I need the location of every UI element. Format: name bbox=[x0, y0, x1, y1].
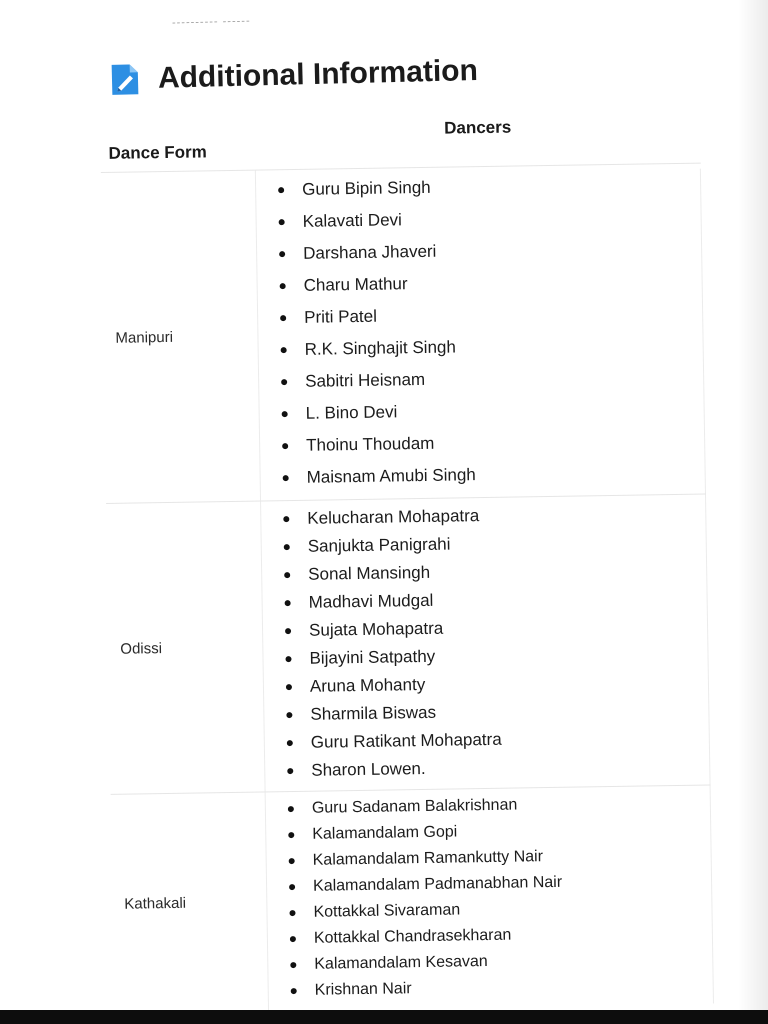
dancers-cell bbox=[256, 164, 706, 501]
dancer-item: Kottakkal Chandrasekharan bbox=[314, 919, 713, 951]
dancer-item: Sujata Mohapatra bbox=[309, 611, 708, 645]
dancer-item: R.K. Singhajit Singh bbox=[304, 328, 703, 366]
section-title: Additional Information bbox=[157, 53, 479, 95]
edge-shadow bbox=[738, 0, 768, 1024]
dance-table bbox=[100, 109, 714, 1013]
dancer-list bbox=[256, 168, 706, 495]
dancer-item: Guru Ratikant Mohapatra bbox=[311, 722, 710, 756]
dancer-item: Kalavati Devi bbox=[302, 200, 701, 238]
dancer-item: Guru Sadanam Balakrishnan bbox=[312, 789, 711, 821]
dancer-item: Kalamandalam Padmanabhan Nair bbox=[313, 867, 712, 899]
table-row bbox=[111, 784, 714, 1012]
dance-form-cell: Kathakali bbox=[111, 792, 269, 1012]
dancer-list bbox=[261, 499, 710, 786]
dancer-item: Kalamandalam Kesavan bbox=[314, 945, 713, 977]
dancer-item: Aruna Mohanty bbox=[310, 667, 709, 701]
dancer-item: Sanjukta Panigrahi bbox=[308, 527, 707, 561]
dancers-cell bbox=[261, 495, 711, 792]
dancer-item: Kelucharan Mohapatra bbox=[307, 499, 706, 533]
dancer-item: Sabitri Heisnam bbox=[305, 360, 704, 398]
dance-form-cell: Manipuri bbox=[101, 171, 261, 503]
faded-top-text: ---------- ------ bbox=[171, 14, 251, 30]
bottom-bar bbox=[0, 1010, 768, 1024]
dancer-item: Bijayini Satpathy bbox=[309, 639, 708, 673]
dancer-item: Kalamandalam Ramankutty Nair bbox=[312, 841, 711, 873]
section-heading bbox=[108, 53, 479, 98]
table-row bbox=[106, 494, 710, 794]
dancer-item: L. Bino Devi bbox=[305, 392, 704, 430]
dancer-item: Guru Bipin Singh bbox=[302, 168, 701, 206]
document-icon bbox=[108, 61, 145, 98]
header-dance-form: Dance Form bbox=[108, 142, 207, 163]
dancer-item: Charu Mathur bbox=[303, 264, 702, 302]
dancer-item: Madhavi Mudgal bbox=[308, 583, 707, 617]
table-header bbox=[100, 109, 701, 172]
dancer-item: Maisnam Amubi Singh bbox=[306, 456, 705, 494]
dancer-item: Sonal Mansingh bbox=[308, 555, 707, 589]
dancer-item: Darshana Jhaveri bbox=[303, 232, 702, 270]
dancer-item: Kottakkal Sivaraman bbox=[313, 893, 712, 925]
dancer-item: Sharmila Biswas bbox=[310, 695, 709, 729]
header-dancers: Dancers bbox=[443, 117, 512, 138]
dance-form-cell: Odissi bbox=[106, 502, 266, 794]
dancers-cell bbox=[266, 785, 714, 1010]
dancer-item: Sharon Lowen. bbox=[311, 750, 710, 784]
table-row bbox=[101, 163, 706, 503]
dancer-item: Thoinu Thoudam bbox=[306, 424, 705, 462]
dancer-item: Priti Patel bbox=[304, 296, 703, 334]
dancer-item: Krishnan Nair bbox=[315, 971, 714, 1003]
dancer-item: Kalamandalam Gopi bbox=[312, 815, 711, 847]
dancer-list bbox=[266, 789, 714, 1004]
